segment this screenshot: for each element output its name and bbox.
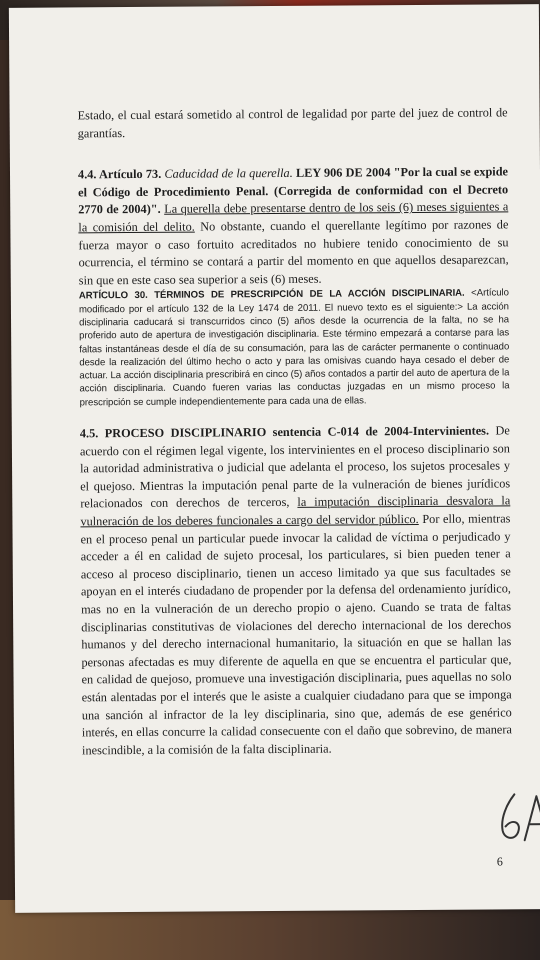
paragraph-article-30 <box>79 287 510 410</box>
paragraph-article-73 <box>78 164 509 290</box>
article-73-underlined: La querella debe presentarse dentro de los seis (6) meses siguientes a la comisión del delito. <box>78 199 509 235</box>
article-30-heading: ARTÍCULO 30. TÉRMINOS DE PRESCRIPCIÓN DE LA ACCIÓN DISCIPLINARIA. <box>78 288 465 302</box>
page-content <box>78 104 513 759</box>
article-30-body: La acción disciplinaria caducará si transcurridos cinco (5) años desde la ocurrencia de la falta, no se ha proferido auto de apertura de investigación disciplinaria. Este término empezará a contarse para las faltas instantáneas desde el día de su consumación, para las de carácter permanente o continuado desde la realización del último hecho o acto y para las omisivas cuando haya cesado el deber de actuar. La acción disciplinaria prescribirá en cinco (5) años contados a partir del auto de apertura de la acción disciplinaria. Cuando fueren varias las conductas juzgadas en un mismo proceso la prescripción se cumple independientemente para cada una de ellas. <box>79 301 510 409</box>
section-4-5-text-1: De acuerdo con el régimen legal vigente, los intervinientes en el proceso disciplinario son la autoridad administrativa o judicial que adelanta el proceso, los sujetos procesales y el quejoso. Mientras la imputación penal parte de la vulneración de bienes jurídicos relacionados con derechos de terceros, <box>79 423 511 511</box>
article-73-title: Caducidad de la querella. <box>164 166 293 181</box>
page-number: 6 <box>496 854 503 869</box>
paragraph-estado: Estado, el cual estará sometido al control de legalidad por parte del juez de control de garantías. <box>77 105 508 140</box>
section-4-5-heading: 4.5. PROCESO DISCIPLINARIO sentencia C-014 de 2004-Intervinientes. <box>79 423 490 441</box>
article-73-law: LEY 906 DE 2004 "Por la cual se expide el Código de Procedimiento Penal. (Corregida de conformidad con el Decreto 2770 de 2004)". <box>78 164 509 217</box>
handwritten-annotation <box>496 786 540 846</box>
paragraph-section-4-5 <box>80 422 512 759</box>
section-4-5-text-2: Por ello, mientras en el proceso penal un particular puede invocar la calidad de víctima o perjudicado y acceder a él en calidad de sujeto procesal, los particulares, si bien pueden tener a acceso al proceso disciplinario, tienen un acceso limitado ya que sus facultades se apoyan en el interés ciudadano de propender por la defensa del ordenamiento jurídico, mas no en la vulneración de un derecho propio o ajeno. Cuando se trata de faltas disciplinarias constitutivas de violaciones del derecho internacional de los derechos humanos y del derecho internacional humanitario, la situación en que se hallan las personas afectadas es muy diferente de aquella en que se encuentra el particular que, en calidad de quejoso, promueve una investigación disciplinaria, pues aquellas no solo están alentadas por el interés que le asiste a cualquier ciudadano para que se imponga una sanción al infractor de la ley disciplinaria, sino que, además de ese genérico interés, en ellas concurre la calidad consecuente con el daño que sobrevino, de manera inescindible, a la comisión de la falta disciplinaria. <box>80 511 512 758</box>
article-73-number: 4.4. Artículo 73. <box>77 166 162 182</box>
article-30-modified: <Artículo modificado por el artículo 132 de la Ley 1474 de 2011. El nuevo texto es el siguiente:> <box>78 287 509 316</box>
section-4-5-underlined: la imputación disciplinaria desvalora la vulneración de los deberes funcionales a cargo del servidor público. <box>80 493 511 529</box>
article-73-rest: No obstante, cuando el querellante legítimo por razones de fuerza mayor o caso fortuito acreditados no hubiere tenido conocimiento de su ocurrencia, el término se contará a partir del momento en que aquellos desaparezcan, sin que en este caso sea superior a seis (6) meses. <box>78 217 509 288</box>
document-page <box>9 4 540 913</box>
